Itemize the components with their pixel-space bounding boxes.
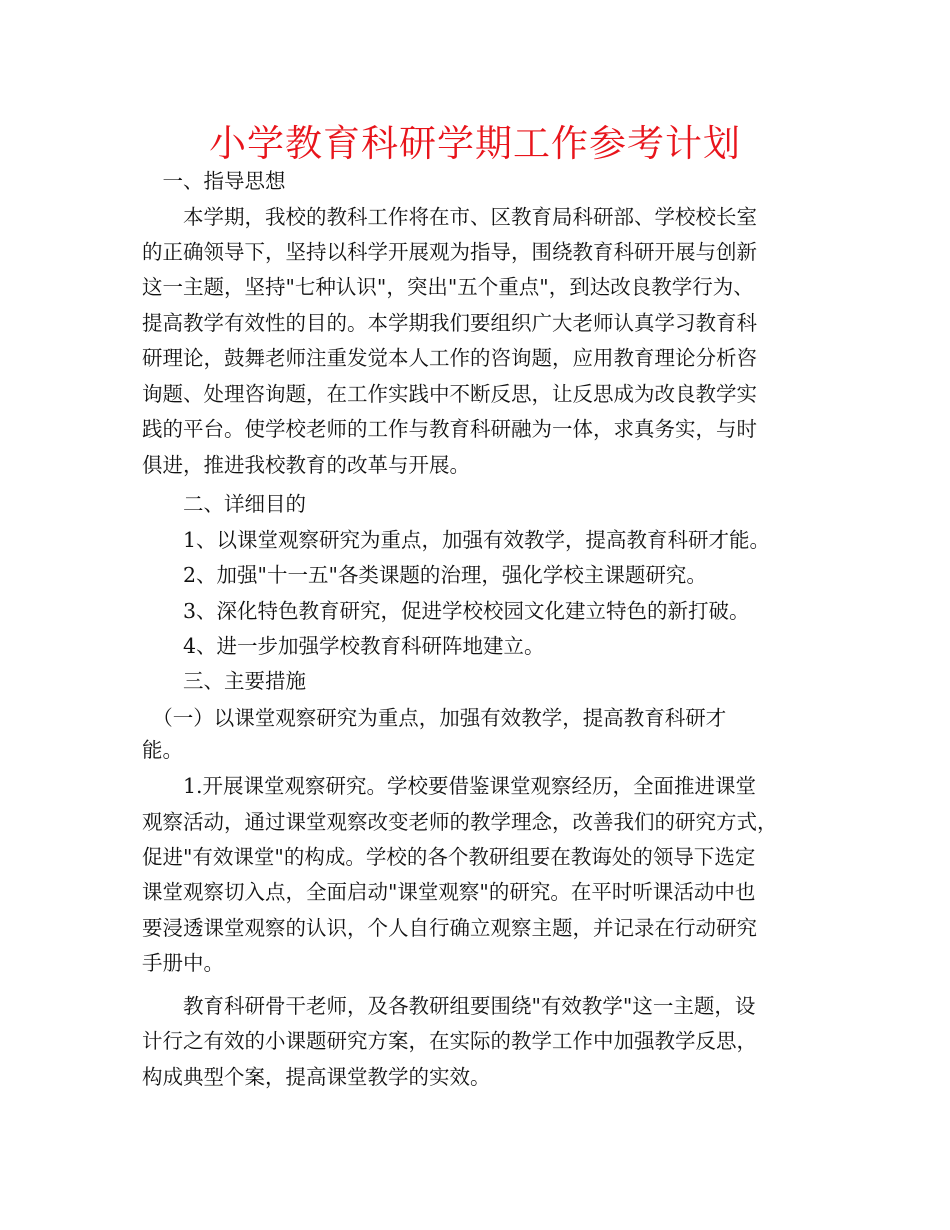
paragraph-line: 课堂观察切入点，全面启动"课堂观察"的研究。在平时听课活动中也 — [142, 880, 756, 904]
paragraph-line: 教育科研骨干老师，及各教研组要围绕"有效教学"这一主题，设 — [142, 994, 756, 1018]
list-item: 3、深化特色教育研究，促进学校校园文化建立特色的新打破。 — [142, 599, 750, 623]
list-item: 4、进一步加强学校教育科研阵地建立。 — [142, 634, 545, 658]
paragraph-line: 要浸透课堂观察的认识，个人自行确立观察主题，并记录在行动研究 — [142, 916, 757, 940]
section-heading-2: 二、详细目的 — [142, 492, 306, 516]
paragraph-line: 1.开展课堂观察研究。学校要借鉴课堂观察经历，全面推进课堂 — [142, 774, 757, 798]
paragraph-line: 的正确领导下，坚持以科学开展观为指导，围绕教育科研开展与创新 — [142, 240, 757, 264]
paragraph-line: 践的平台。使学校老师的工作与教育科研融为一体，求真务实，与时 — [142, 417, 757, 441]
paragraph-line: 俱进，推进我校教育的改革与开展。 — [142, 453, 470, 477]
section-heading-1: 一、指导思想 — [142, 169, 286, 193]
list-item: 2、加强"十一五"各类课题的治理，强化学校主课题研究。 — [142, 563, 707, 587]
paragraph-line: 本学期，我校的教科工作将在市、区教育局科研部、学校校长室 — [142, 205, 757, 229]
paragraph-line: 询题、处理咨询题，在工作实践中不断反思，让反思成为改良教学实 — [142, 382, 757, 406]
paragraph-line: 计行之有效的小课题研究方案，在实际的教学工作中加强教学反思， — [142, 1029, 757, 1053]
list-item: 1、以课堂观察研究为重点，加强有效教学，提高教育科研才能。 — [142, 528, 771, 552]
paragraph-line: 观察活动，通过课堂观察改变老师的教学理念，改善我们的研究方式， — [142, 810, 778, 834]
paragraph-line: 构成典型个案，提高课堂教学的实效。 — [142, 1065, 491, 1089]
subsection-heading: 能。 — [142, 738, 183, 762]
document-title: 小学教育科研学期工作参考计划 — [209, 122, 741, 165]
paragraph-line: 手册中。 — [142, 951, 224, 975]
paragraph-line: 促进"有效课堂"的构成。学校的各个教研组要在教诲处的领导下选定 — [142, 845, 756, 869]
paragraph-line: 提高教学有效性的目的。本学期我们要组织广大老师认真学习教育科 — [142, 311, 757, 335]
subsection-heading: （一）以课堂观察研究为重点，加强有效教学，提高教育科研才 — [142, 706, 727, 730]
paragraph-line: 研理论，鼓舞老师注重发觉本人工作的咨询题，应用教育理论分析咨 — [142, 346, 757, 370]
paragraph-line: 这一主题，坚持"七种认识"，突出"五个重点"，到达改良教学行为、 — [142, 275, 754, 299]
section-heading-3: 三、主要措施 — [142, 669, 306, 693]
